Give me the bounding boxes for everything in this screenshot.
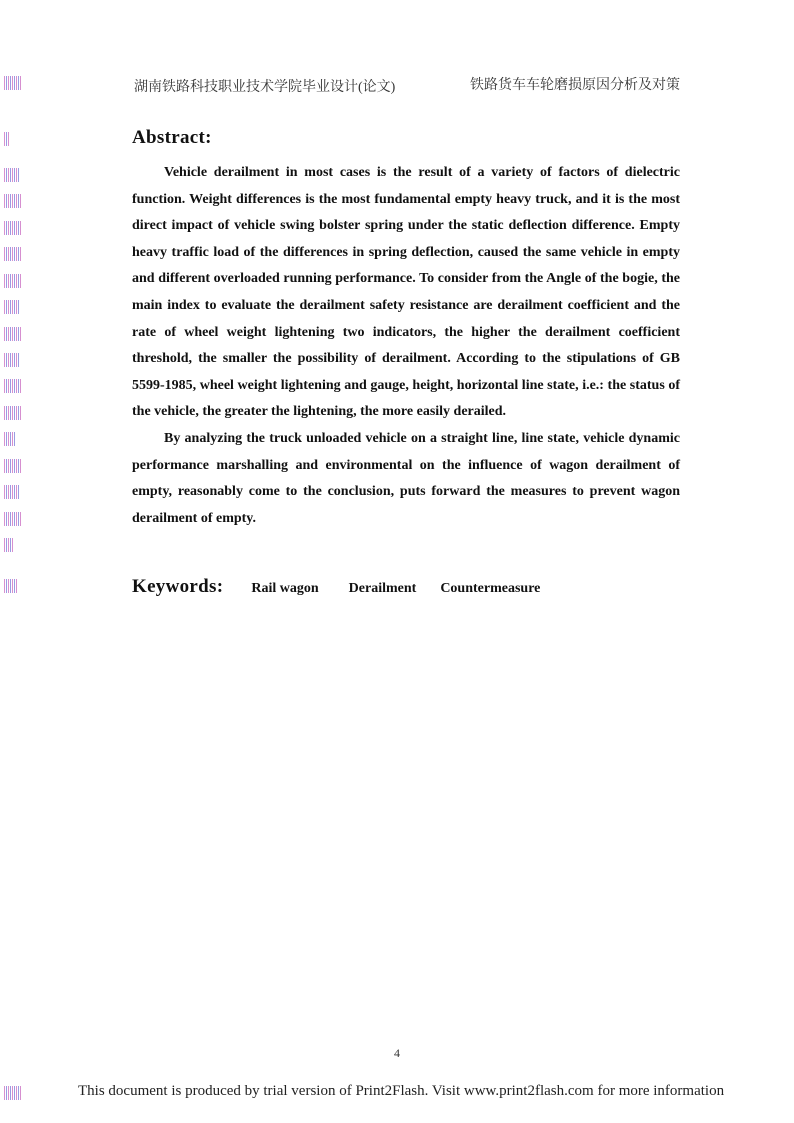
page-number: 4 bbox=[394, 1046, 400, 1060]
header-school-name: 湖南铁路科技职业技术学院毕业设计(论文) bbox=[134, 80, 396, 95]
abstract-heading: Abstract: bbox=[132, 127, 212, 148]
keyword-derailment: Derailment bbox=[348, 581, 417, 596]
trial-watermark: This document is produced by trial version of Print2Flash. Visit www.print2flash.com for more information bbox=[78, 1083, 725, 1099]
keywords-label: Keywords: bbox=[132, 576, 224, 597]
keyword-countermeasure: Countermeasure bbox=[440, 581, 541, 596]
abstract-body bbox=[132, 160, 680, 532]
keywords-line bbox=[132, 576, 540, 598]
abstract-paragraph-1: Vehicle derailment in most cases is the result of a variety of factors of dielectric function. Weight differences is the most fundamental empty heavy truck, and it is the most direct impact of vehicle swing bolster spring under the static deflection difference. Empty heavy traffic load of the differences in spring deflection, caused the same vehicle in empty and different overloaded running performance. To consider from the Angle of the bogie, the main index to evaluate the derailment safety resistance are derailment coefficient and the rate of wheel weight lightening two indicators, the higher the derailment coefficient threshold, the smaller the possibility of derailment. According to the stipulations of GB 5599-1985, wheel weight lightening and gauge, height, horizontal line state, i.e.: the status of the vehicle, the greater the lightening, the more easily derailed. bbox=[132, 165, 680, 420]
header-thesis-title: 铁路货车车轮磨损原因分析及对策 bbox=[470, 78, 680, 93]
abstract-paragraph-2: By analyzing the truck unloaded vehicle on a straight line, line state, vehicle dynamic performance marshalling and environmental on the influence of wagon derailment of empty, reasonably come to the conclusion, puts forward the measures to prevent wagon derailment of empty. bbox=[132, 430, 680, 526]
header-rule bbox=[132, 98, 680, 99]
keyword-rail-wagon: Rail wagon bbox=[251, 581, 319, 596]
